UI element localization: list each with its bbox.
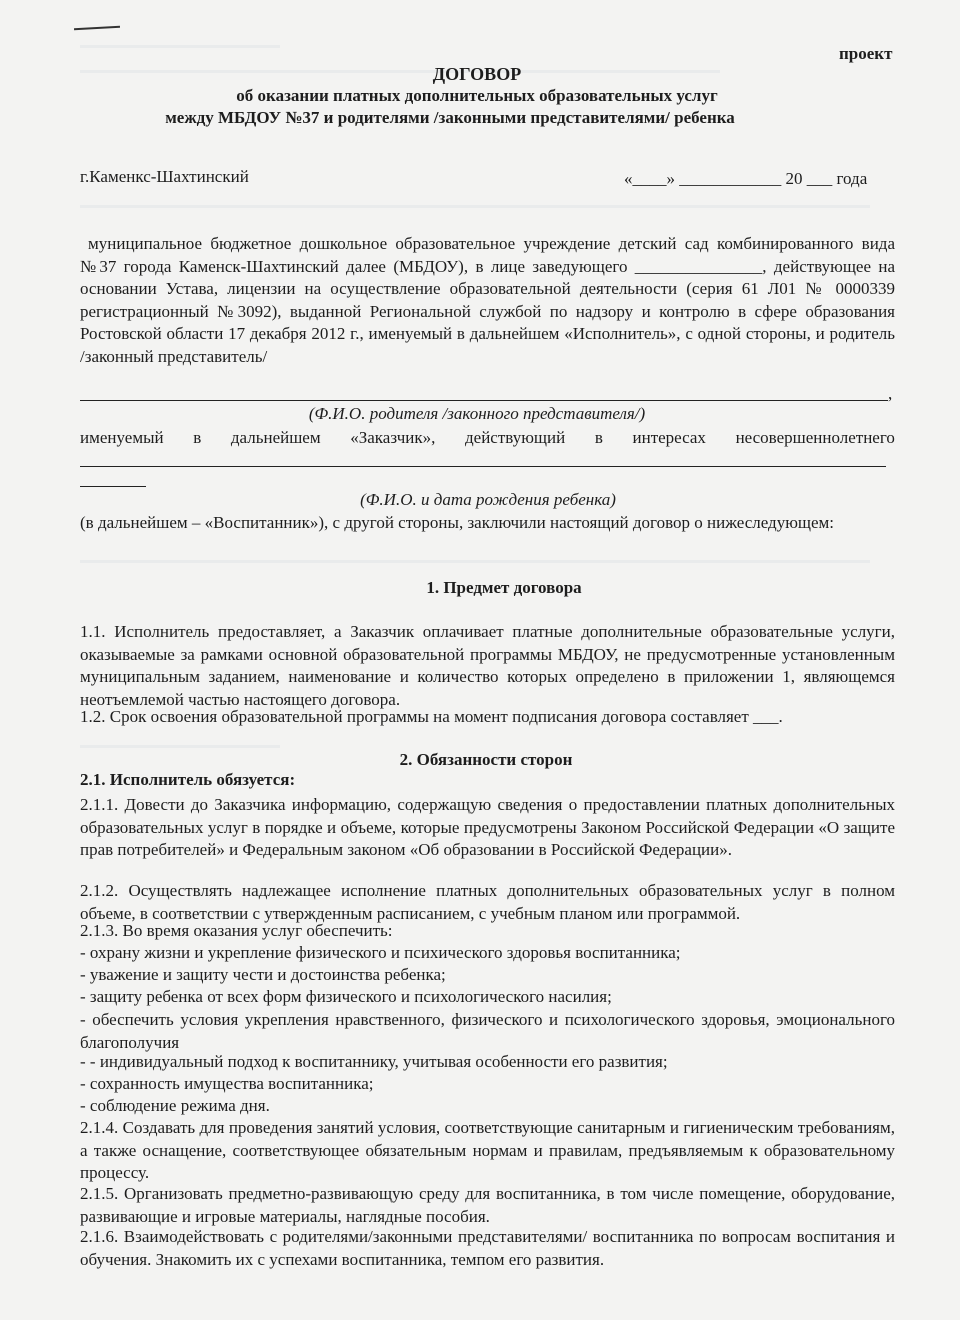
list-item: - защиту ребенка от всех форм физического и психологического насилия; — [80, 987, 612, 1006]
word: в — [594, 428, 603, 447]
word: несовершеннолетнего — [735, 428, 895, 447]
word: в — [193, 428, 202, 447]
date-field: «____» ____________ 20 ___ года — [624, 169, 868, 188]
child-name-blank — [80, 466, 886, 467]
word: «Заказчик», — [350, 428, 436, 447]
clause-2-1-3: 2.1.3. Во время оказания услуг обеспечить: — [80, 921, 393, 940]
word: дальнейшем — [230, 428, 321, 447]
draft-label: проект — [839, 44, 893, 63]
child-name-blank-continuation — [80, 486, 146, 487]
list-item: - сохранность имущества воспитанника; — [80, 1074, 374, 1093]
word: именуемый — [80, 428, 164, 447]
list-item: - - индивидуальный подход к воспитаннику, учитывая особенности его развития; — [80, 1052, 668, 1071]
clause-1-1: 1.1. Исполнитель предоставляет, а Заказчик оплачивает платные дополнительные образовательные услуги, оказываемые за рамками основной образовательной программы МБДОУ, не предусмотренные установленным муниципальным заданием, наименование и количество которых определено в приложении 1, являющемся неотъемлемой частью настоящего договора. — [80, 622, 895, 709]
clause-2-1-4: 2.1.4. Создавать для проведения занятий условия, соответствующие санитарным и гигиеническим требованиям, а также оснащение, соответствующее обязательным нормам и правилам, предъявляемым к образовательному процессу. — [80, 1118, 895, 1183]
clause-2-1-2: 2.1.2. Осуществлять надлежащее исполнение платных дополнительных образовательных услуг в полном объеме, в соответствии с утвержденным расписанием, с учебным планом или программой. — [80, 881, 895, 923]
scan-corner-mark — [74, 26, 120, 30]
word: интересах — [632, 428, 706, 447]
word: действующий — [465, 428, 566, 447]
section-1-heading: 1. Предмет договора — [426, 578, 582, 597]
bleed-through-mark — [80, 45, 280, 48]
document-parties: между МБДОУ №37 и родителями /законными представителями/ ребенка — [165, 108, 735, 127]
list-item: - охрану жизни и укрепление физического и психического здоровья воспитанника; — [80, 943, 681, 962]
preamble-text: муниципальное бюджетное дошкольное образовательное учреждение детский сад комбинированного вида №37 города Каменск-Шахтинский далее (МБДОУ), в лице заведующего _______________, действующее на основании Устава, лицензии на осуществление образовательной деятельности (серия 61 Л01 № 0000339 регистрационный №3092), выданной Региональной службой по надзору и контролю в сфере образования Ростовской области 17 декабря 2012 г., именуемый в дальнейшем «Исполнитель», с одной стороны, и родитель /законный представитель/ — [80, 234, 895, 366]
document-title: ДОГОВОР — [432, 64, 522, 84]
preamble-closing: (в дальнейшем – «Воспитанник»), с другой стороны, заключили настоящий договор о нижеследующем: — [80, 513, 835, 532]
parent-name-blank — [80, 400, 888, 401]
bleed-through-mark — [80, 560, 870, 563]
section-2-heading: 2. Обязанности сторон — [399, 750, 573, 769]
document-subtitle: об оказании платных дополнительных образовательных услуг — [236, 86, 718, 105]
city: г.Каменкс-Шахтинский — [80, 167, 249, 186]
bleed-through-mark — [80, 205, 870, 208]
list-item: - соблюдение режима дня. — [80, 1096, 270, 1115]
list-item: - обеспечить условия укрепления нравственного, физического и психологического здоровья, эмоционального благополучия — [80, 1010, 895, 1052]
line-comma: , — [888, 384, 893, 403]
customer-line — [80, 427, 895, 449]
parent-caption: (Ф.И.О. родителя /законного представителя/) — [308, 404, 646, 423]
list-item: - уважение и защиту чести и достоинства ребенка; — [80, 965, 446, 984]
clause-2-1-1: 2.1.1. Довести до Заказчика информацию, содержащую сведения о предоставлении платных дополнительных образовательных услуг в порядке и объеме, которые предусмотрены Законом Российской Федерации «О защите прав потребителей» и Федеральным законом «Об образовании в Российской Федерации». — [80, 795, 895, 860]
child-caption: (Ф.И.О. и дата рождения ребенка) — [360, 490, 616, 509]
clause-1-2: 1.2. Срок освоения образовательной программы на момент подписания договора составляет ___. — [80, 707, 783, 726]
clause-2-1-6: 2.1.6. Взаимодействовать с родителями/законными представителями/ воспитанника по вопросам воспитания и обучения. Знакомить их с успехами воспитанника, темпом его развития. — [80, 1227, 895, 1269]
section-2-1-heading: 2.1. Исполнитель обязуется: — [80, 770, 296, 789]
clause-2-1-5: 2.1.5. Организовать предметно-развивающую среду для воспитанника, в том числе помещение, оборудование, развивающие и игровые материалы, наглядные пособия. — [80, 1184, 895, 1226]
bleed-through-mark — [80, 745, 280, 748]
